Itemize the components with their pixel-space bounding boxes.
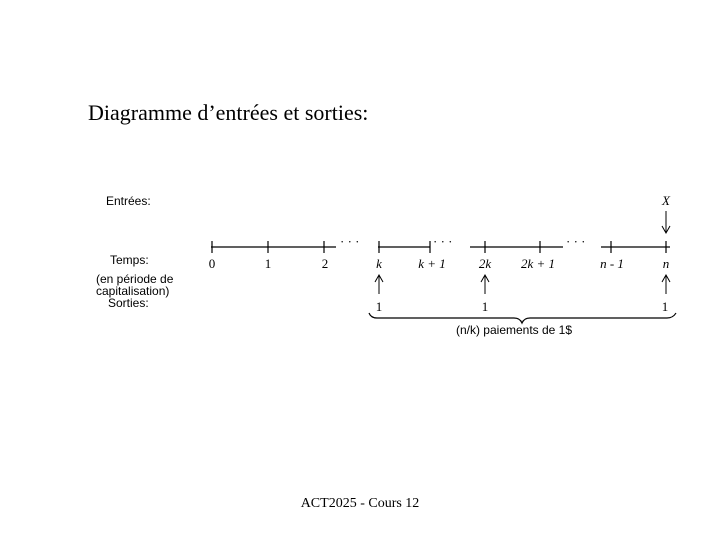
- ellipsis-3: · · ·: [566, 234, 586, 249]
- slide-title: Diagramme d’entrées et sorties:: [88, 100, 369, 125]
- sortie-arrow-1: [375, 275, 383, 294]
- sortie-arrow-3: [662, 275, 670, 294]
- sortie-arrow-2: [481, 275, 489, 294]
- sortie-value-2: 1: [481, 299, 489, 314]
- tick-label-0: 0: [208, 256, 216, 271]
- sortie-value-1: 1: [375, 299, 383, 314]
- tick-label-2k1: 2k + 1: [520, 256, 556, 271]
- periode-label-1: (en période de: [96, 272, 174, 286]
- temps-label: Temps:: [110, 253, 149, 267]
- tick-label-2k: 2k: [478, 256, 492, 271]
- entrees-label: Entrées:: [106, 194, 151, 208]
- sorties-label: Sorties:: [108, 296, 149, 310]
- sortie-value-3: 1: [661, 299, 669, 314]
- periode-label-2: capitalisation): [96, 284, 170, 298]
- tick-label-1: 1: [264, 256, 272, 271]
- tick-label-n1: n - 1: [600, 256, 624, 271]
- tick-label-n: n: [662, 256, 670, 271]
- tick-label-k1: k + 1: [418, 256, 446, 271]
- entree-arrow: [662, 211, 670, 233]
- payments-brace: [369, 313, 676, 323]
- ellipsis-1: · · ·: [340, 234, 360, 249]
- tick-label-k: k: [376, 256, 382, 271]
- tick-label-2: 2: [321, 256, 329, 271]
- entree-value: X: [662, 193, 670, 208]
- footer: ACT2025 - Cours 12: [300, 496, 420, 511]
- brace-caption: (n/k) paiements de 1$: [455, 323, 573, 337]
- ellipsis-2: · · ·: [433, 234, 453, 249]
